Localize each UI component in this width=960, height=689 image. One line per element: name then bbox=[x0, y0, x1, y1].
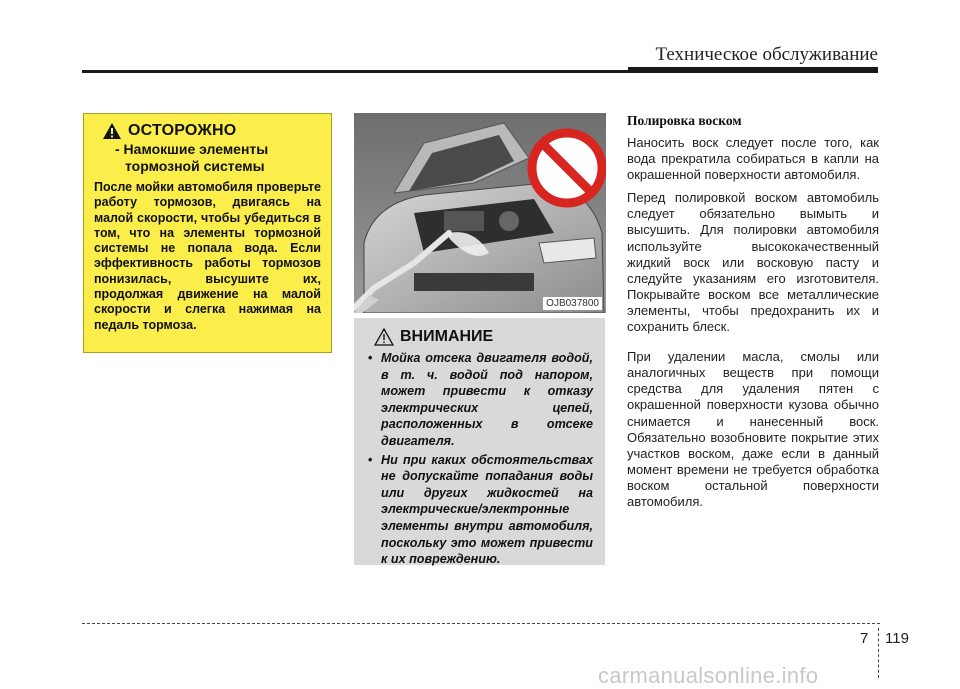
footer-rule bbox=[82, 623, 880, 624]
footer-divider bbox=[878, 628, 879, 678]
section-paragraph: Наносить воск следует после того, как вода прекратила собираться в капли на окрашенной поверхности автомобиля. bbox=[627, 135, 879, 183]
caution-header bbox=[374, 328, 593, 346]
warning-subtitle: - Намокшие элементы тормозной системы bbox=[115, 141, 269, 174]
section-heading: Полировка воском bbox=[627, 113, 742, 128]
section-paragraph: При удалении масла, смолы или аналогичных веществ при помощи средства для удаления пятен с окрашенной поверхности кузова обычно снимается и нанесенный воск. Обязательно возобновите покрытие этих участков воском, даже если в данный момент времени не требуется обработка воском остальной поверхности автомобиля. bbox=[627, 349, 879, 509]
caution-item: • Ни при каких обстоятельствах не допускайте попадания воды или других жидкостей на электрические/электронные элементы внутри автомобиля, поскольку это может привести к их повреждению. bbox=[366, 452, 593, 568]
page-number: 119 bbox=[885, 630, 909, 647]
watermark[interactable]: carmanualsonline.info bbox=[598, 663, 819, 688]
warning-header bbox=[102, 122, 321, 140]
image-code-label: OJB037800 bbox=[543, 297, 602, 310]
caution-box bbox=[354, 318, 605, 565]
chapter-number: 7 bbox=[860, 630, 869, 647]
header-rule-accent bbox=[628, 67, 878, 73]
waxing-section bbox=[627, 113, 879, 517]
caution-title: ВНИМАНИЕ bbox=[400, 328, 494, 345]
caution-item: • Мойка отсека двигателя водой, в т. ч. водой под напором, может привести к отказу электрических цепей, расположенных в отсеке двигателя. bbox=[366, 350, 593, 450]
page-header-title: Техническое обслуживание bbox=[655, 44, 878, 65]
warning-box bbox=[83, 113, 332, 353]
warning-title: ОСТОРОЖНО bbox=[128, 122, 237, 139]
caution-triangle-icon bbox=[374, 328, 394, 346]
warning-triangle-icon bbox=[102, 122, 122, 140]
engine-washing-illustration bbox=[354, 113, 606, 313]
warning-body: После мойки автомобиля проверьте работу тормозов, двигаясь на малой скорости, чтобы убедиться в том, что на элементы тормозной системы не попала вода. Если эффективность работы тормозов понизилась, высушите их, продолжая движение на малой скорости и слегка нажимая на педаль тормоза. bbox=[94, 180, 321, 332]
section-paragraph: Перед полировкой воском автомобиль следует обязательно вымыть и высушить. Для полировки автомобиля используйте высококачественный жидкий воск или восковую пасту и следуйте указаниям его изготовителя. Покрывайте воском все металлические элементы, чтобы предохранить их и сохранить блеск. bbox=[627, 190, 879, 335]
caution-list bbox=[366, 350, 593, 568]
car-engine-bay-image bbox=[354, 113, 606, 313]
